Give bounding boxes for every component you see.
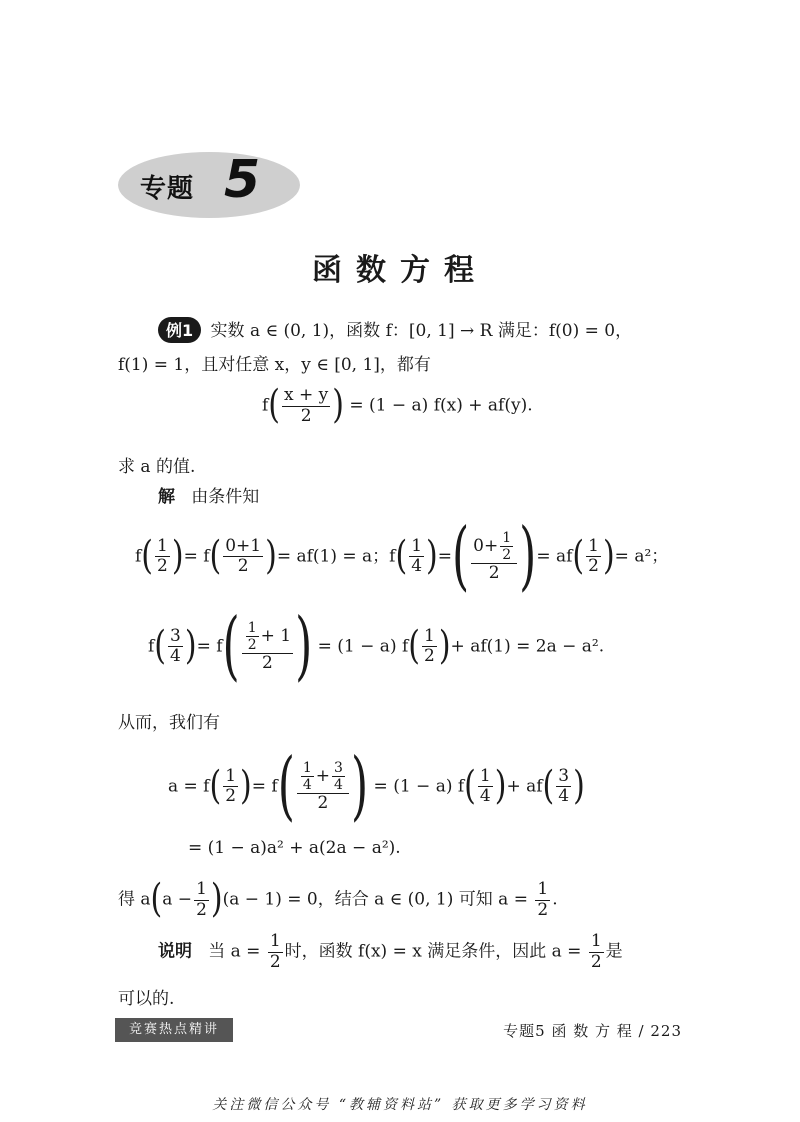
solution-line-4: = (1 − a)a² + a(2a − a²). — [188, 838, 401, 858]
example-line-1: 例1 实数 a ∈ (0, 1)，函数 f：[0, 1] → R 满足：f(0) = 0， — [158, 316, 632, 343]
solution-line-2: f( $\frac{3}{4}$ )= f( $\frac{1}{2}$ + 1 2 ) = (1 − a) f( $\frac{1}{2}$ )+ af(1) = 2a − a². — [148, 602, 605, 690]
chapter-number: 5 — [224, 150, 261, 210]
solution-line-3: a = f( $\frac{1}{2}$ )= f( $\frac{1}{4}$ + $\frac{3}{4}$ 2 ) = (1 − a) f( $\frac{1}{4}$ )+ af( $\frac{3}{4}$ ) — [168, 742, 585, 830]
example-ask: 求 a 的值. — [118, 457, 196, 477]
chapter-label: 专题 — [140, 174, 195, 204]
solution-intro: 解 由条件知 — [158, 487, 260, 507]
note-line-1: 说明 当 a = $\frac{1}{2}$ 时，函数 f(x) = x 满足条件，因此 a = $\frac{1}{2}$ 是 — [158, 931, 623, 972]
example-tag: 例1 — [158, 317, 201, 343]
example-line-2: f(1) = 1，且对任意 x，y ∈ [0, 1]，都有 — [118, 355, 431, 375]
note-line-2: 可以的. — [118, 989, 175, 1009]
solution-line-1: f( $\frac{1}{2}$ )= f( $\frac{0+1}{2}$ )= af(1) = a；f( $\frac{1}{4}$ )=( 0+ $\frac{1}{2}$ 2 )= af( $\frac{1}{2}$ )= a²； — [135, 512, 669, 600]
page-title: 函数方程 — [312, 253, 488, 288]
example-equation: f( $\frac{x + y}{2}$ ) = (1 − a) f(x) + af(y). — [262, 382, 533, 429]
footer-series-tag: 竞赛热点精讲 — [115, 1018, 233, 1042]
watermark-text: 关注微信公众号 “教辅资料站” 获取更多学习资料 — [212, 1097, 588, 1113]
solution-line-5: 得 a(a − $\frac{1}{2}$ )(a − 1) = 0，结合 a ∈ (0, 1) 可知 a = $\frac{1}{2}$ . — [118, 876, 558, 923]
footer-page-info: 专题5 函 数 方 程 / 223 — [503, 1022, 682, 1040]
solution-so: 从而，我们有 — [118, 713, 220, 733]
